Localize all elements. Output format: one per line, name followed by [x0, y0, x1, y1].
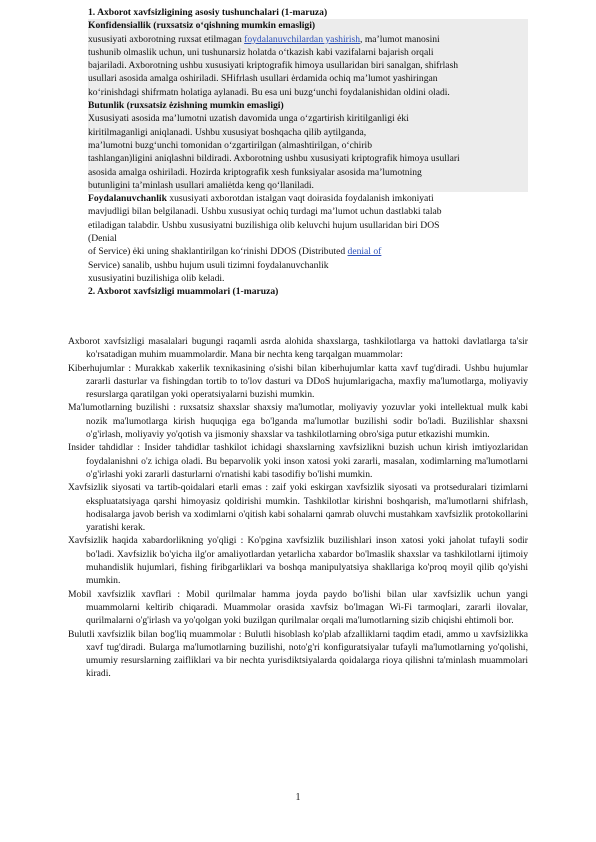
problem-kiberhujumlar: Kiberhujumlar : Murakkab xakerlik texnikasining o'sishi bilan kiberhujumlar katta xavf tug'diradi. Ushbu hujumlar zararli dasturlar va fishingdan tortib to to'lov dasturi va DDoS hujumlarigacha, maxfiy ma'lumotlarga, moliyaviy resurslarga qaratilgan yoki operatsiyalarni buzishi mumkin.	[68, 362, 528, 401]
subheading-konfidensiallik: Konfidensiallik (ruxsatsiz o‘qishning mumkin emasligi)	[88, 19, 528, 32]
availability-text-line: mavjudligi bilan belgilanadi. Ushbu xususiyat ochiq turdagi ma’lumot uchun dastlabki talab	[88, 206, 442, 218]
top-section	[88, 6, 528, 299]
integrity-text-line: ma’lumotni buzg‘unchi tomonidan o‘zgartirilgan (almashtirilgan, o‘chirib	[88, 139, 528, 152]
integrity-text-line: butunligini ta’minlash usullari amaliėtda keng qo‘llaniladi.	[88, 179, 528, 192]
problem-xabardorlik-yoqligi: Xavfsizlik haqida xabardorlikning yo'qligi : Ko'pgina xavfsizlik buzilishlari inson xatosi yoki jaholat tufayli sodir bo'ladi. Xavfsizlik bo'yicha ilg'or amaliyotlardan yetarlicha xabardor bo'lmaslik shaxslar va tashkilotlarni ijtimoiy muhandislik hujumlari, fishing firibgarliklari va boshqa manipulyatsiya shakllariga ko'proq moyil qilib qo'yishi mumkin.	[68, 535, 528, 587]
text-fragment: , ma’lumot manosini	[360, 33, 440, 45]
problem-mobil-xavfsizlik: Mobil xavfsizlik xavflari : Mobil qurilmalar hamma joyda paydo bo'lishi bilan ular xavfsizlik uchun yangi muammolarni keltirib chiqaradi. Muammolar orasida xavfsiz bo'lmagan Wi-Fi tarmoqlari, zararli ilovalar, qurilmalarni o'g'irlash va yo'qolgan yoki buzilgan qurilmalar orqali ma'lumotlarning sizib chiqishi ehtimoli bor.	[68, 588, 528, 627]
confidentiality-text-line: tushunib olmaslik uchun, uni tushunarsiz holatda o‘tkazish kabi vazifalarni bajarish orqali	[88, 46, 528, 59]
subheading-butunlik: Butunlik (ruxsatsiz ėzishning mumkin emasligi)	[88, 99, 528, 112]
problem-bulutli-xavfsizlik: Bulutli xavfsizlik bilan bog'liq muammolar : Bulutli hisoblash ko'plab afzalliklarni taqdim etadi, ammo u xavfsizlikka xavf tug'diradi. Bularga ma'lumotlarning buzilishi, noto'g'ri konfiguratsiyalar tufayli ma'lumotlarning yo'qolishi, umumiy resurslarning zaifliklari va bir nechta yurisdiktsiyalarda qoidalarga rioya qilishni ta'minlash muammolari kiradi.	[68, 628, 528, 680]
text-fragment: xususiyati axborotning ruxsat etilmagan	[88, 33, 245, 45]
problems-intro-paragraph: Axborot xavfsizligi masalalari bugungi raqamli asrda alohida shaxslarga, tashkilotlarga va hattoki davlatlarga ta'sir ko'rsatadigan muhim muammolardir. Mana bir nechta keng tarqalgan muammolar:	[68, 336, 528, 361]
page-number: 1	[295, 792, 301, 803]
heading-axborot-xavfsizligi-muammolari: 2. Axborot xavfsizligi muammolari (1-maruza)	[88, 286, 279, 298]
foydalanuvchanlik-label: Foydalanuvchanlik	[88, 193, 167, 205]
problems-list	[68, 335, 528, 681]
problem-insider-tahdidlar: Insider tahdidlar : Insider tahdidlar tashkilot ichidagi shaxslarning xavfsizlikni buzish uchun kirish imtiyozlaridan foydalanishni o'z ichiga oladi. Bu beparvolik yoki inson xatosi yoki zararli, masalan, xodimlarning ma'lumotlarni o'g'irlashi yoki zararli dasturlarni o'rnatishi kabi tasodifiy bo'lishi mumkin.	[68, 442, 528, 480]
confidentiality-text-line: bajariladi. Axborotning ushbu xususiyati kriptografik himoya usullaridan biri sanalgan, shifrlash	[88, 59, 528, 72]
problem-xavfsizlik-siyosati: Xavfsizlik siyosati va tartib-qoidalari etarli emas : zaif yoki eskirgan xavfsizlik siyosati va protseduralari tizimlarni ekspluatatsiyaga qarshi himoyasiz qoldirishi mumkin. Tashkilotlar kirishni boshqarish, ma'lumotlarni shifrlash, hodisalarga javob berish va xodimlarni o'qitish kabi sohalarni qamrab oluvchi mustahkam xavfsizlik protokollarini yaratishi kerak.	[68, 482, 528, 534]
availability-text-line: (Denial	[88, 233, 117, 245]
heading-axborot-xavfsizligi-tushunchalari: 1. Axborot xavfsizligining asosiy tushunchalari (1-maruza)	[88, 7, 328, 18]
foydalanuvchilardan-yashirish-link[interactable]: foydalanuvchilardan yashirish	[244, 33, 361, 45]
integrity-text-line: Xususiyati asosida ma’lumotni uzatish davomida unga o‘zgartirish kiritilganligi ėki	[88, 112, 528, 125]
availability-text-line	[88, 192, 528, 205]
confidentiality-text-line: ko‘rinishdagi shifrmatn holatiga aylanadi. Bu esa uni buzg‘unchi foydalanishidan oldini oladi.	[88, 86, 528, 99]
text-fragment: of Service) ėki uning shaklantirilgan ko‘rinishi DDOS (Distributed	[88, 246, 348, 258]
confidentiality-text-line	[88, 33, 528, 46]
integrity-text-line: kiritilmaganligi aniqlanadi. Ushbu xususiyat boshqacha qilib aytilganda,	[88, 126, 528, 139]
availability-text-line: etiladigan talabdir. Ushbu xususiyatni buzilishiga olib keluvchi hujum usullaridan biri DOS	[88, 219, 440, 231]
integrity-text-line: tashlangan)ligini aniqlashni bildiradi. Axborotning ushbu xususiyati kriptografik himoya usullari	[88, 152, 528, 165]
availability-text-line: Service) sanalib, ushbu hujum usuli tizimni foydalanuvchanlik	[88, 259, 329, 271]
availability-text-line	[88, 245, 528, 258]
confidentiality-text-line: usullari asosida amalga oshiriladi. SHifrlash usullari ėrdamida ochiq ma’lumot yashiringan	[88, 72, 528, 85]
integrity-text-line: asosida amalga oshiriladi. Hozirda kriptografik xesh funksiyalar asosida ma’lumotning	[88, 166, 528, 179]
denial-of-link[interactable]: denial of	[347, 246, 382, 258]
problem-malumotlar-buzilishi: Ma'lumotlarning buzilishi : ruxsatsiz shaxslar shaxsiy ma'lumotlar, moliyaviy yozuvlar yoki intellektual mulk kabi nozik ma'lumotlarga kirish huquqiga ega bo'lganda ma'lumotlar buzilishi sodir bo'ladi. Buzilishlar shaxsni o'g'irlash, moliyaviy yo'qotish va jismoniy shaxslar va tashkilotlarning obro'siga putur etkazishi mumkin.	[68, 402, 528, 441]
availability-text-line: xususiyatini buzilishiga olib keladi.	[88, 272, 225, 284]
text-fragment: xususiyati axborotdan istalgan vaqt doirasida foydalanish imkoniyati	[166, 193, 434, 205]
